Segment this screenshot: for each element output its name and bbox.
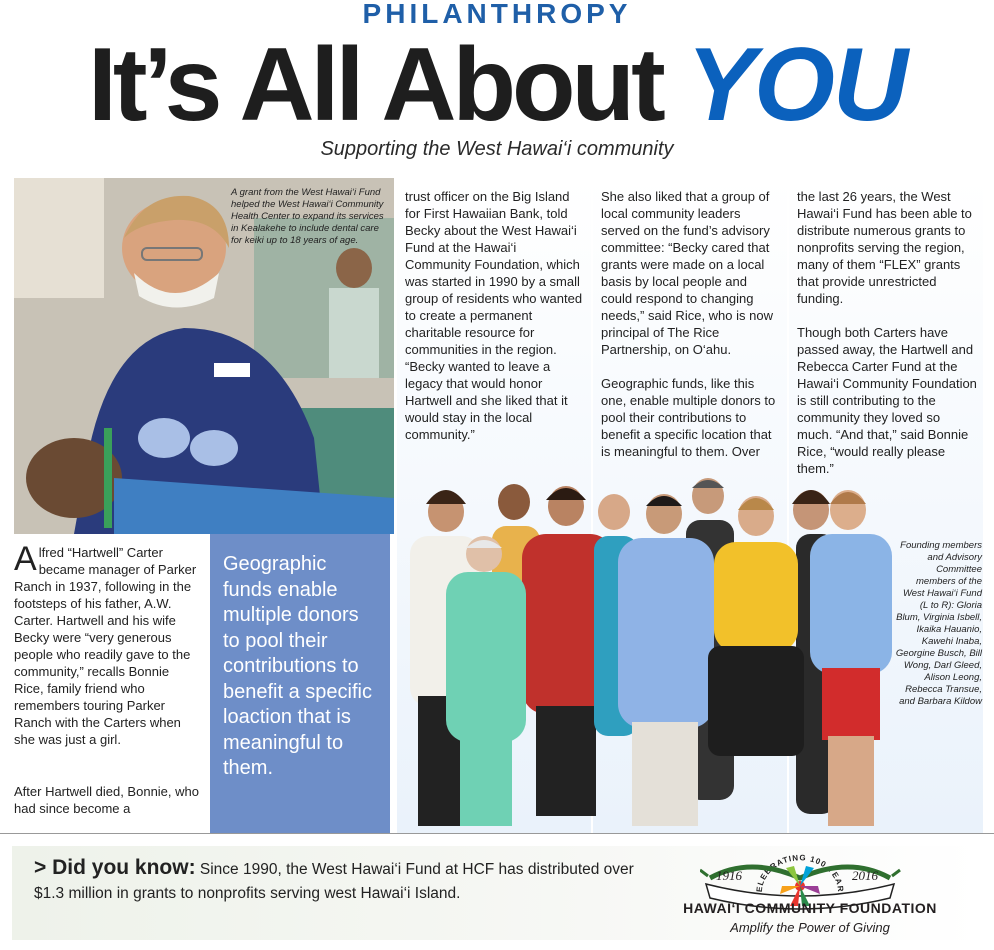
logo-year-left: 1916 [716, 868, 742, 883]
article-col3-p1: She also liked that a group of local community leaders served on the fund’s advisory committee: “Becky cared that grants were made on a local basis by local people and could respond to changing needs,” said Rice, who is now principal of The Rice Partnership, on O‘ahu. [601, 189, 773, 357]
article-col4-p2: Though both Carters have passed away, the Hartwell and Rebecca Carter Fund at the Hawai‘i Community Foundation is still contributing to the community they loved so much. “And that,” said Bonnie Rice, “would really please them.” [797, 325, 977, 476]
article-col3-p2: Geographic funds, like this one, enable multiple donors to pool their contributions to benefit a specific location that is meaningful to them. Over [601, 376, 776, 459]
article-col4-p1: the last 26 years, the West Hawai‘i Fund has been able to distribute numerous grants to nonprofits serving the region, many of them “FLEX” grants that provide unrestricted funding. [797, 189, 972, 306]
logo-org-name: HAWAI‘I COMMUNITY FOUNDATION [683, 900, 937, 916]
drop-cap: A [14, 540, 37, 578]
subtitle: Supporting the West Hawai‘i community [320, 138, 674, 160]
headline [0, 27, 994, 143]
headline-main: It’s All About [88, 27, 687, 143]
article-col2-p1: trust officer on the Big Island for First Hawaiian Bank, told Becky about the West Hawai‘i Fund at the Hawai‘i Community Foundation, which was started in 1990 by a small group of residents who wanted to create a permanent charitable resource for communities in the region. “Becky wanted to leave a legacy that would honor Hartwell and she liked that it would stay in the local community.” [405, 189, 583, 442]
pull-quote: Geographic funds enable multiple donors to pool their contributions to benefit a specific loaction that is meaningful to them. [210, 534, 390, 834]
article-col1-p1: Alfred “Hartwell” Carter became manager of Parker Ranch in 1937, following in the footsteps of his father, A.W. Carter. Hartwell and his wife Becky were “very generous people who readily gave to the community,” recalls Bonnie Rice, family friend who remembers touring Parker Ranch with the Carters when she was just a girl. [14, 540, 197, 747]
did-you-know-body: Since 1990, the West Hawai‘i Fund at HCF has distributed over $1.3 million in grants to nonprofits serving west Hawai‘i Island. [34, 861, 634, 902]
logo-tagline: Amplify the Power of Giving [730, 920, 890, 935]
advisory-committee-group-photo [396, 476, 896, 833]
did-you-know-text [34, 856, 634, 906]
headline-accent: YOU [686, 27, 906, 143]
photo-caption: A grant from the West Hawai‘i Fund helped the West Hawai‘i Community Health Center to expand its services in Kealakehe to include dental care for keiki up to 18 years of age. [231, 187, 384, 246]
group-photo-caption: Founding members and Advisory Committee members of the West Hawai‘i Fund (L to R): Gloria Blum, Virginia Isbell, Ikaika Hauanio, Kawehi Inaba, Georgine Busch, Bill Wong, Darl Gleed, Alison Leong, Rebecca Transue, and Barbara Kildow [895, 540, 982, 707]
section-label: PHILANTHROPY [362, 0, 632, 29]
article-col1-p2: After Hartwell died, Bonnie, who had since become a [14, 784, 199, 816]
logo-year-right: 2016 [852, 868, 878, 883]
did-you-know-label: > Did you know: [34, 856, 196, 879]
divider [0, 833, 994, 834]
logo-arc-text: ELEBRATING 100 YEAR [754, 853, 846, 893]
hcf-logo [683, 848, 970, 938]
